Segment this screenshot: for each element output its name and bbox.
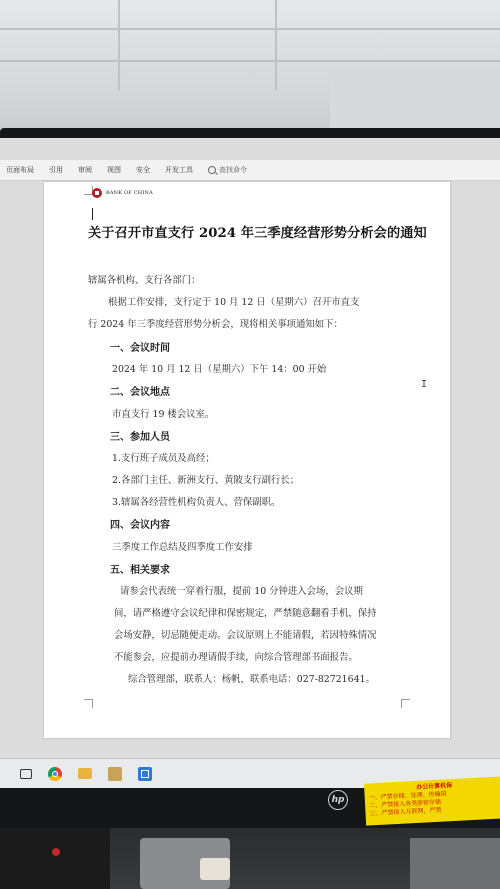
salutation: 辖属各机构、支行各部门： [88, 275, 201, 286]
ceiling-background [0, 0, 500, 140]
led-light [52, 848, 60, 856]
sticker-title: 办公计算机保 [416, 782, 453, 791]
section-line: 2.各部门主任、新洲支行、黄陂支行副行长； [112, 475, 300, 486]
page-corner-marker [401, 699, 410, 708]
monitor [0, 128, 500, 828]
word-ribbon [0, 160, 500, 181]
i-beam-cursor-icon: I [421, 379, 428, 390]
screen [0, 138, 500, 778]
intro-line: 行 2024 年三季度经营形势分析会，现将相关事项通知如下： [88, 319, 343, 330]
section-line: 市直支行 19 楼会议室。 [112, 409, 215, 420]
section-line: 间，请严格遵守会议纪律和保密规定，严禁随意翻看手机，保持 [114, 608, 377, 619]
tab-view[interactable]: 视图 [107, 166, 121, 174]
search-command[interactable] [202, 165, 247, 175]
tab-developer[interactable]: 开发工具 [165, 166, 193, 174]
file-manager-icon[interactable] [108, 767, 122, 781]
tab-references[interactable]: 引用 [49, 166, 63, 174]
page-corner-marker [84, 699, 93, 708]
security-sticker [364, 776, 500, 825]
section-line: 请参会代表统一穿着行服，提前 10 分钟进入会场，会议期 [120, 586, 363, 597]
ceiling-tile-line [0, 28, 500, 30]
section-line: 不能参会，应提前办理请假手续，向综合管理部书面报告。 [114, 652, 358, 663]
section-line: 三季度工作总结及四季度工作安排 [112, 542, 253, 553]
ceiling-tile-line [0, 60, 500, 62]
hp-logo: hp [328, 790, 348, 810]
task-view-icon[interactable] [20, 769, 32, 779]
sticker-line: 三、严禁接入互联网，严禁 [369, 806, 442, 818]
ceiling-tile-line [118, 0, 120, 90]
search-label: 查找命令 [219, 166, 247, 174]
desk [0, 828, 500, 889]
desk-object [410, 838, 500, 889]
intro-line: 根据工作安排，支行定于 10 月 12 日（星期六）召开市直支 [108, 297, 360, 308]
desk-device [0, 828, 110, 889]
bank-of-china-logo-icon [92, 188, 102, 198]
section-line: 2024 年 10 月 12 日（星期六）下午 14：00 开始 [112, 364, 327, 375]
tab-review[interactable]: 审阅 [78, 166, 92, 174]
document-title: 关于召开市直支行 2024 年三季度经营形势分析会的通知 [88, 226, 427, 241]
desk-object [200, 858, 230, 880]
section-heading: 一、会议时间 [110, 343, 170, 354]
search-icon [208, 166, 216, 174]
tab-page-layout[interactable]: 页面布局 [6, 166, 34, 174]
tab-security[interactable]: 安全 [136, 166, 150, 174]
section-line: 会场安静，切忌随便走动。会议原则上不能请假，若因特殊情况 [114, 630, 377, 641]
section-heading: 三、参加人员 [110, 432, 170, 443]
sticker-line: 一、严禁存储、处理、传输国 [368, 790, 447, 802]
section-line: 3.辖属各经营性机构负责人、营保副职。 [112, 497, 281, 508]
document-page[interactable] [44, 182, 450, 738]
bank-logo [92, 188, 153, 198]
contact-line: 综合管理部，联系人：杨帆，联系电话：027-82721641。 [128, 674, 375, 685]
section-line: 1.支行班子成员及高经； [112, 453, 215, 464]
text-cursor [92, 208, 93, 220]
ceiling-tile-line [275, 0, 277, 90]
section-heading: 二、会议地点 [110, 387, 170, 398]
folder-icon[interactable] [78, 768, 92, 779]
section-heading: 四、会议内容 [110, 520, 170, 531]
word-icon[interactable] [138, 767, 152, 781]
bank-name: BANK OF CHINA [106, 190, 153, 196]
section-heading: 五、相关要求 [110, 565, 170, 576]
chrome-icon[interactable] [48, 767, 62, 781]
sticker-line: 二、严禁接入各类涉密存储 [368, 798, 442, 810]
